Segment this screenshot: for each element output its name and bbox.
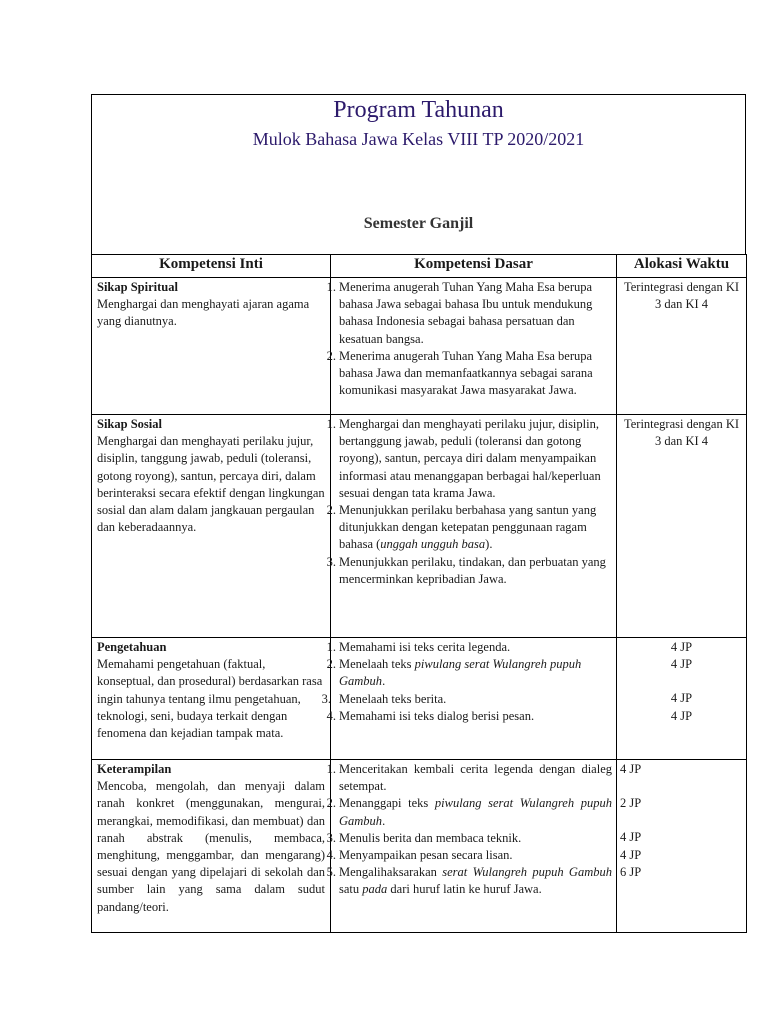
alokasi-text: 4 JP [670, 691, 693, 706]
kd-number: 1. [326, 280, 336, 294]
kd-text: Menerima anugerah Tuhan Yang Maha Esa berupa bahasa Jawa dan memanfaatkannya sebagai sarana komunikasi masyarakat Jawa masyarakat Jawa. [339, 348, 593, 398]
kd-number: 2. [326, 796, 336, 811]
kd-item [326, 830, 612, 847]
table-row [92, 278, 747, 415]
kd-item [326, 847, 612, 864]
alokasi-text: 4 JP [670, 708, 693, 723]
spacer [620, 673, 743, 690]
ki-text: Memahami pengetahuan (faktual, konseptual, dan prosedural) berdasarkan rasa ingin tahunya tentang ilmu pengetahuan, teknologi, seni, budaya terkait dengan fenomena dan kejadian tampak mata. [97, 657, 323, 741]
alokasi-text: 4 JP [620, 830, 642, 845]
page-title: Program Tahunan [333, 97, 504, 123]
page-subtitle: Mulok Bahasa Jawa Kelas VIII TP 2020/2021 [252, 129, 585, 149]
alokasi-text: Terintegrasi dengan KI 3 dan KI 4 [623, 280, 740, 312]
kd-number: 2. [326, 657, 336, 672]
kd-number: 1. [326, 762, 336, 776]
kd-text: Menanggapi teks [339, 796, 435, 811]
kd-text: Memahami isi teks cerita legenda. [339, 640, 511, 654]
kd-item [326, 416, 612, 502]
kd-number: 2. [326, 503, 336, 518]
kd-cell [321, 638, 617, 760]
kd-item [326, 502, 612, 554]
kd-number: 2. [326, 348, 336, 363]
kd-text-italic: pada [362, 882, 388, 897]
alokasi-text: Terintegrasi dengan KI 3 dan KI 4 [623, 417, 740, 449]
ki-text: Menghargai dan menghayati ajaran agama yang dianutnya. [97, 297, 310, 329]
kd-item [326, 656, 612, 690]
kd-text: Menghargai dan menghayati perilaku jujur, disiplin, bertanggung jawab, peduli (toleransi dan gotong royong), santun, percaya diri dalam menyampaikan informasi atau menanggapan berbagai hal/keperluan sesuai dengan tata krama Jawa. [339, 417, 601, 500]
ki-title: Keterampilan [97, 762, 172, 776]
kd-text-italic: piwulang serat Wulangreh pupuh Gambuh [339, 657, 582, 689]
kd-cell [326, 415, 617, 638]
alokasi-text: 4 JP [620, 762, 642, 776]
kd-text: Menerima anugerah Tuhan Yang Maha Esa berupa bahasa Jawa sebagai bahasa Ibu untuk mendukung bahasa Indonesia sebagai bahasa persatuan dan kesatuan bangsa. [339, 280, 593, 346]
spacer [620, 812, 743, 829]
kd-text: . [382, 813, 386, 828]
alokasi-text: 2 JP [620, 796, 642, 811]
kd-number: 3. [326, 830, 336, 845]
kd-text: Menulis berita dan membaca teknik. [339, 830, 522, 845]
kd-number: 5. [326, 865, 336, 880]
kd-number: 3. [326, 554, 336, 569]
kd-text: Mengalihaksarakan [339, 865, 443, 880]
alokasi-cell [617, 415, 747, 638]
table-row [92, 760, 747, 933]
column-header-kompetensi-dasar: Kompetensi Dasar [331, 255, 617, 278]
kd-text-italic: piwulang serat Wulangreh pupuh Gambuh [339, 796, 612, 828]
kd-item [326, 639, 612, 656]
program-table [91, 254, 747, 933]
table-row [92, 638, 747, 760]
kd-text: satu [339, 882, 363, 897]
ki-cell [92, 760, 331, 933]
alokasi-cell [617, 638, 747, 760]
kd-text: dari huruf latin ke huruf Jawa. [387, 882, 542, 897]
ki-title: Sikap Sosial [97, 417, 162, 431]
document [91, 94, 746, 933]
column-header-kompetensi-inti: Kompetensi Inti [92, 255, 331, 278]
kd-text: Menunjukkan perilaku, tindakan, dan perbuatan yang mencerminkan kepribadian Jawa. [339, 554, 606, 586]
kd-item [326, 795, 612, 829]
ki-cell [92, 415, 331, 638]
ki-text: Menghargai dan menghayati perilaku jujur, disiplin, tanggung jawab, peduli (toleransi, gotong royong), santun, percaya diri, dalam berinteraksi secara efektif dengan lingkungan sosial dan alam dalam jangkauan pergaulan dan keberadaannya. [97, 434, 325, 535]
kd-text: Menunjukkan perilaku berbahasa yang santun yang ditunjukkan dengan ketepatan penggunaan ragam bahasa ( [339, 503, 597, 552]
table-header-row [92, 255, 747, 278]
document-header [91, 94, 746, 254]
ki-text: Mencoba, mengolah, dan menyaji dalam ranah konkret (menggunakan, mengurai, merangkai, memodifikasi, dan membuat) dan ranah abstrak (menulis, membaca, menghitung, menggambar, dan mengarang) sesuai dengan yang dipelajari di sekolah dan sumber lain yang sama dalam sudut pandang/teori. [97, 779, 325, 914]
kd-number: 3. [321, 691, 331, 706]
kd-item [326, 708, 612, 725]
kd-text-italic: unggah ungguh basa [380, 537, 486, 552]
kd-text: Menceritakan kembali cerita legenda dengan dialeg setempat. [339, 762, 612, 794]
alokasi-text: 4 JP [620, 847, 642, 862]
semester-label: Semester Ganjil [363, 215, 474, 232]
kd-number: 4. [326, 848, 336, 863]
kd-number: 4. [326, 708, 336, 723]
kd-item [326, 348, 612, 400]
kd-cell [326, 278, 617, 415]
kd-text: Menelaah teks [339, 657, 415, 672]
kd-text: ). [485, 537, 493, 552]
spacer [620, 778, 743, 795]
alokasi-text: 4 JP [670, 640, 693, 654]
ki-cell [92, 278, 331, 415]
alokasi-text: 6 JP [620, 864, 642, 879]
kd-item [326, 761, 612, 795]
kd-item [326, 279, 612, 348]
kd-text: . [382, 674, 386, 689]
kd-number: 1. [326, 417, 336, 431]
ki-title: Sikap Spiritual [97, 280, 178, 294]
kd-text: Menelaah teks berita. [339, 691, 447, 706]
kd-text: Memahami isi teks dialog berisi pesan. [339, 708, 535, 723]
kd-text: Menyampaikan pesan secara lisan. [339, 848, 513, 863]
column-header-alokasi-waktu: Alokasi Waktu [617, 255, 747, 278]
kd-cell [326, 760, 617, 933]
alokasi-text: 4 JP [670, 657, 693, 672]
ki-title: Pengetahuan [97, 640, 167, 654]
kd-text-italic: serat Wulangreh pupuh Gambuh [442, 865, 612, 880]
table-row [92, 415, 747, 638]
kd-item [326, 554, 612, 588]
alokasi-cell [617, 278, 747, 415]
alokasi-cell [617, 760, 747, 933]
kd-item [326, 864, 612, 898]
ki-cell [92, 638, 331, 760]
kd-item [321, 691, 612, 708]
kd-number: 1. [326, 640, 336, 654]
